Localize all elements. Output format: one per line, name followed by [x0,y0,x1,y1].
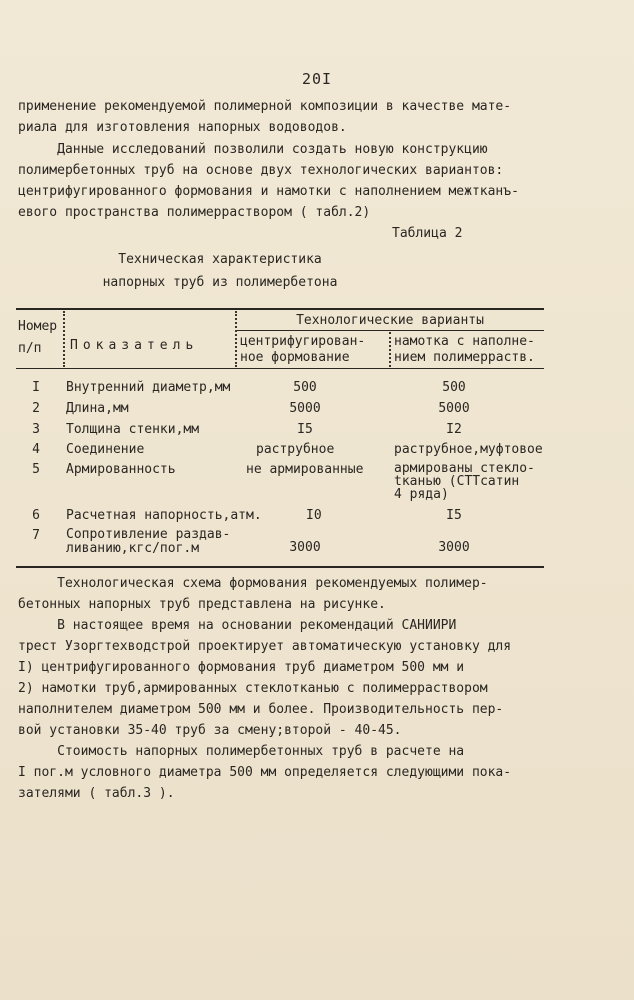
row-value-2: 5000 [438,401,470,416]
table-bottom-rule [16,566,544,568]
header-variant-2: намотка с наполне- нием полимерраств. [394,334,535,365]
text-line: I) центрифугированного формования труб диаметром 500 мм и [18,660,465,675]
text-line: трест Узоргтехводстрой проектирует автоматическую установку для [18,639,512,654]
row-indicator: Соединение [66,442,145,457]
row-value-2: 500 [442,380,466,395]
text-line: риала для изготовления напорных водоводов. [18,120,347,135]
row-number: 7 [32,528,40,543]
intro-paragraph [18,96,618,138]
page-number: 20I [301,70,333,88]
table-title [60,248,380,294]
table-label: Таблица 2 [392,226,463,241]
row-value-1: I5 [297,422,313,437]
text-line: евого пространства полимерраствором ( табл.2) [18,205,371,220]
row-value-1: 3000 [289,540,321,555]
row-indicator: Толщина стенки,мм [66,422,200,437]
text-line: I пог.м условного диаметра 500 мм определяется следующими пока- [18,765,512,780]
row-number: 6 [32,508,40,523]
row-indicator: Сопротивление раздав- ливанию,кгс/пог.м [66,527,231,556]
row-indicator: Длина,мм [66,401,129,416]
row-value-2: I2 [446,422,462,437]
text-line: применение рекомендуемой полимерной композиции в качестве мате- [18,99,512,114]
text-line: вой установки 35-40 труб за смену;второй - 40-45. [18,723,402,738]
row-indicator: Армированность [66,462,176,477]
row-indicator: Расчетная напорность,атм. [66,508,262,523]
table-top-rule [16,308,544,310]
header-indicator: Показатель [70,338,199,353]
row-value-2: армированы стекло- tканью (СТТсатин 4 ряда) [394,461,535,502]
text-line: Стоимость напорных полимербетонных труб в расчете на [18,744,465,759]
text-line: Технологическая схема формования рекомендуемых полимер- [18,576,488,591]
table-title-line: Техническая характеристика [118,252,322,267]
row-value-1: 5000 [289,401,321,416]
row-value-1: 500 [293,380,317,395]
row-value-1: не армированные [246,462,364,477]
text-line: полимербетонных труб на основе двух технологических вариантов: [18,163,504,178]
header-variant-1: центрифугирован- ное формование [240,334,366,365]
scheme-paragraph [18,573,618,615]
text-line: зателями ( табл.3 ). [18,786,175,801]
installation-paragraph [18,615,618,741]
row-value-1: раструбное [256,442,335,457]
row-value-2: I5 [446,508,462,523]
header-bottom-rule [16,368,544,369]
cost-paragraph [18,741,618,804]
row-value-2: 3000 [438,540,470,555]
research-paragraph [18,139,618,223]
text-line: наполнителем диаметром 500 мм и более. Производительность пер- [18,702,504,717]
header-variants: Технологические варианты [296,313,484,328]
table-title-line: напорных труб из полимербетона [102,275,338,290]
row-value-1: I0 [306,508,322,523]
row-number: 2 [32,401,40,416]
text-line: Данные исследований позволили создать новую конструкцию [18,142,488,157]
text-line: В настоящее время на основании рекомендаций САНИИРИ [18,618,457,633]
row-indicator: Внутренний диаметр,мм [66,380,231,395]
row-number: 5 [32,462,40,477]
text-line: 2) намотки труб,армированных стеклотканью с полимерраствором [18,681,488,696]
row-number: I [32,380,40,395]
column-divider [389,332,391,367]
row-number: 3 [32,422,40,437]
row-number: 4 [32,442,40,457]
text-line: бетонных напорных труб представлена на рисунке. [18,597,386,612]
header-number: Номер п/п [18,319,58,356]
row-value-2: раструбное,муфтовое [394,442,543,457]
column-divider [63,311,65,367]
text-line: центрифугированного формования и намотки с наполнением межтканъ- [18,184,519,199]
header-sub-rule [236,330,544,331]
